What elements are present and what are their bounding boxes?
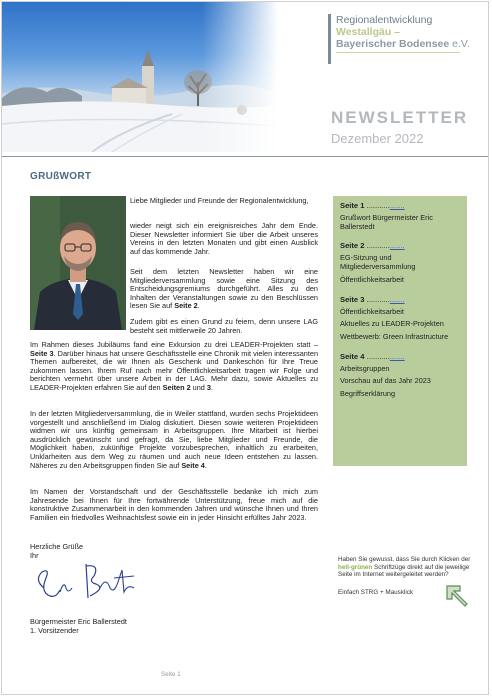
toc-item: Aktuelles zu LEADER-Projekten bbox=[340, 319, 444, 329]
toc-page-1-link[interactable]: ....... bbox=[389, 201, 405, 210]
toc-page-4-heading bbox=[340, 352, 460, 361]
newsletter-date: Dezember 2022 bbox=[331, 131, 424, 146]
toc-page-3-heading bbox=[340, 295, 460, 304]
toc-page-2-label: Seite 2 bbox=[340, 241, 365, 251]
paragraph-2-end: . bbox=[197, 301, 200, 311]
toc-item: EG-Sitzung und Mitgliederversammlung bbox=[340, 253, 416, 272]
arrow-up-left-icon bbox=[443, 582, 469, 608]
toc-dots: ........... bbox=[364, 351, 390, 361]
toc-page-3-link[interactable]: ....... bbox=[389, 294, 405, 304]
paragraph-2-ref: Seite 2 bbox=[174, 301, 198, 311]
paragraph-6: Im Namen der Vorstandschaft und der Geschäftsstelle bedanke ich mich zum Jahresende bei Ihnen für Ihre fortwährende Unterstützung, freue mich auf die konstruktive Zusammenarbeit in den kommenden Jahren und wünsche Ihnen und Ihren Familien ein friedvolles Weihnachtsfest sowie ein in jeder Hinsicht erfülltes Jahr 2023. bbox=[30, 487, 318, 522]
signer-role: 1. Vorsitzender bbox=[30, 626, 79, 635]
newsletter-title: NEWSLETTER bbox=[331, 108, 469, 127]
paragraph-4 bbox=[30, 341, 318, 393]
portrait-photo bbox=[30, 196, 126, 330]
handwritten-signature bbox=[30, 558, 140, 606]
logo-line-3-suffix: e.V. bbox=[449, 38, 470, 50]
table-of-contents bbox=[333, 196, 467, 466]
toc-dots: ........... bbox=[364, 201, 390, 210]
signer bbox=[30, 617, 127, 635]
paragraph-5 bbox=[30, 410, 318, 470]
toc-dots: ........... bbox=[364, 241, 390, 251]
toc-item: Vorschau auf das Jahr 2023 bbox=[340, 376, 431, 386]
paragraph-4-text: Im Rahmen dieses Jubiläums fand eine Exkursion zu drei LEADER-Projekten statt – bbox=[30, 340, 318, 349]
logo-line-3 bbox=[336, 38, 470, 50]
paragraph-1: wieder neigt sich ein ereignisreiches Jahr dem Ende. Dieser Newsletter informiert Sie über die Arbeit unseres Vereins in den letzten Monaten und gibt einen Ausblick auf das kommende Jahr. bbox=[130, 221, 318, 256]
toc-spacer bbox=[340, 342, 460, 352]
toc-page-3-label: Seite 3 bbox=[340, 294, 365, 304]
paragraph-4-end: . bbox=[210, 382, 213, 392]
toc-item: Arbeitsgruppen bbox=[340, 363, 390, 373]
hero-fade bbox=[202, 2, 278, 152]
toc-page-2-heading bbox=[340, 241, 460, 250]
toc-item: Wettbewerb: Green Infrastructure bbox=[340, 331, 449, 341]
winter-landscape-photo bbox=[2, 2, 278, 152]
toc-item: Begriffserklärung bbox=[340, 389, 396, 399]
paragraph-4-ref-3: 3 bbox=[206, 382, 211, 392]
logo-line-3-name: Bayerischer Bodensee bbox=[336, 38, 450, 50]
tip-shortcut: Einfach STRG + Mausklick bbox=[338, 589, 414, 596]
paragraph-4-text-2: . Darüber hinaus hat unsere Geschäftsstelle eine Chronik mit vielen interessanten Themen aufbereitet, die wir Ihnen als Geschenk und Dankeschön für Ihre Treue zukommen lassen. Ihrem Ruf nach mehr Öffentlichkeitsarbeit tragen wir Folge und berichten vermehrt über unsere Arbeit in der LAG. Mehr dazu, sowie Aktuelles zu LEADER-Projekten erfahren Sie auf den bbox=[30, 348, 319, 392]
toc-page-1-heading bbox=[340, 201, 460, 210]
signer-name: Bürgermeister Eric Ballerstedt bbox=[30, 617, 127, 626]
tip-highlight: hell-grünen bbox=[338, 563, 373, 571]
paragraph-2-text: Seit dem letzten Newsletter haben wir eine Mitgliederversammlung sowie eine Sitzung des Entscheidungsgremiums durchgeführt. Alles zu den Inhalten der Veranstaltungen sowie zu den Beschlüssen lesen Sie auf bbox=[130, 267, 318, 311]
header-divider bbox=[2, 156, 488, 157]
logo-underline bbox=[336, 52, 460, 53]
toc-spacer bbox=[340, 285, 460, 295]
closing-greeting: Herzliche Grüße bbox=[30, 542, 84, 551]
paragraph-2 bbox=[130, 268, 318, 311]
paragraph-4-and: und bbox=[190, 382, 207, 392]
link-tip bbox=[338, 556, 480, 579]
closing-ihr: Ihr bbox=[30, 551, 39, 560]
toc-item: Öffentlichkeitsarbeit bbox=[340, 306, 404, 316]
tip-text-b: Schriftzüge direkt auf die jeweilige Seite im Internet weitergeleitet werden? bbox=[338, 563, 470, 579]
tip-text-a: Haben Sie gewusst, dass Sie durch Klicken der bbox=[338, 556, 471, 563]
toc-page-1-label: Seite 1 bbox=[340, 201, 365, 210]
logo-line-1: Regionalentwicklung bbox=[336, 14, 433, 26]
paragraph-4-ref-1: Seite 3 bbox=[30, 348, 54, 358]
salutation: Liebe Mitglieder und Freunde der Regionalentwicklung, bbox=[130, 196, 309, 205]
toc-page-4-label: Seite 4 bbox=[340, 351, 365, 361]
paragraph-5-end: . bbox=[204, 460, 207, 470]
page-number: Seite 1 bbox=[161, 671, 181, 678]
logo-line-2: Westallgäu – bbox=[336, 26, 400, 38]
toc-item: Grußwort Bürgermeister Eric Ballerstedt bbox=[340, 213, 433, 231]
toc-item: Öffentlichkeitsarbeit bbox=[340, 274, 404, 284]
section-heading: GRUßWORT bbox=[30, 171, 92, 182]
toc-dots: ........... bbox=[364, 294, 390, 304]
paragraph-5-text: In der letzten Mitgliederversammlung, die in Weiler stattfand, wurden sechs Projektideen vorgestellt und anschließend im Dialog diskutiert. Diesen sowie weiteren Projektideen widmen wir uns künftig gemeinsam in Arbeitsgruppen. Ihre Mitarbeit ist hierbei ausdrücklich gewünscht und gefragt, da Sie, liebe Mitglieder und Freunde, die Möglichkeit haben, zukünftige Projekte vorzubesprechen, inhaltlich zu erarbeiten, Unklarheiten aus dem Weg zu räumen und auch neue Ideen entstehen zu lassen. Näheres zu den Arbeitsgruppen finden Sie auf bbox=[30, 409, 318, 470]
paragraph-4-ref-2: Seiten 2 bbox=[162, 382, 191, 392]
toc-page-2-link[interactable]: ....... bbox=[389, 241, 405, 251]
logo-bar bbox=[328, 14, 331, 64]
toc-spacer bbox=[340, 231, 460, 241]
paragraph-3: Zudem gibt es einen Grund zu feiern, denn unsere LAG besteht seit mittlerweile 20 Jahren. bbox=[130, 317, 318, 335]
organization-logo bbox=[328, 14, 478, 70]
paragraph-5-ref: Seite 4 bbox=[181, 460, 205, 470]
toc-page-4-link[interactable]: ....... bbox=[389, 351, 405, 361]
